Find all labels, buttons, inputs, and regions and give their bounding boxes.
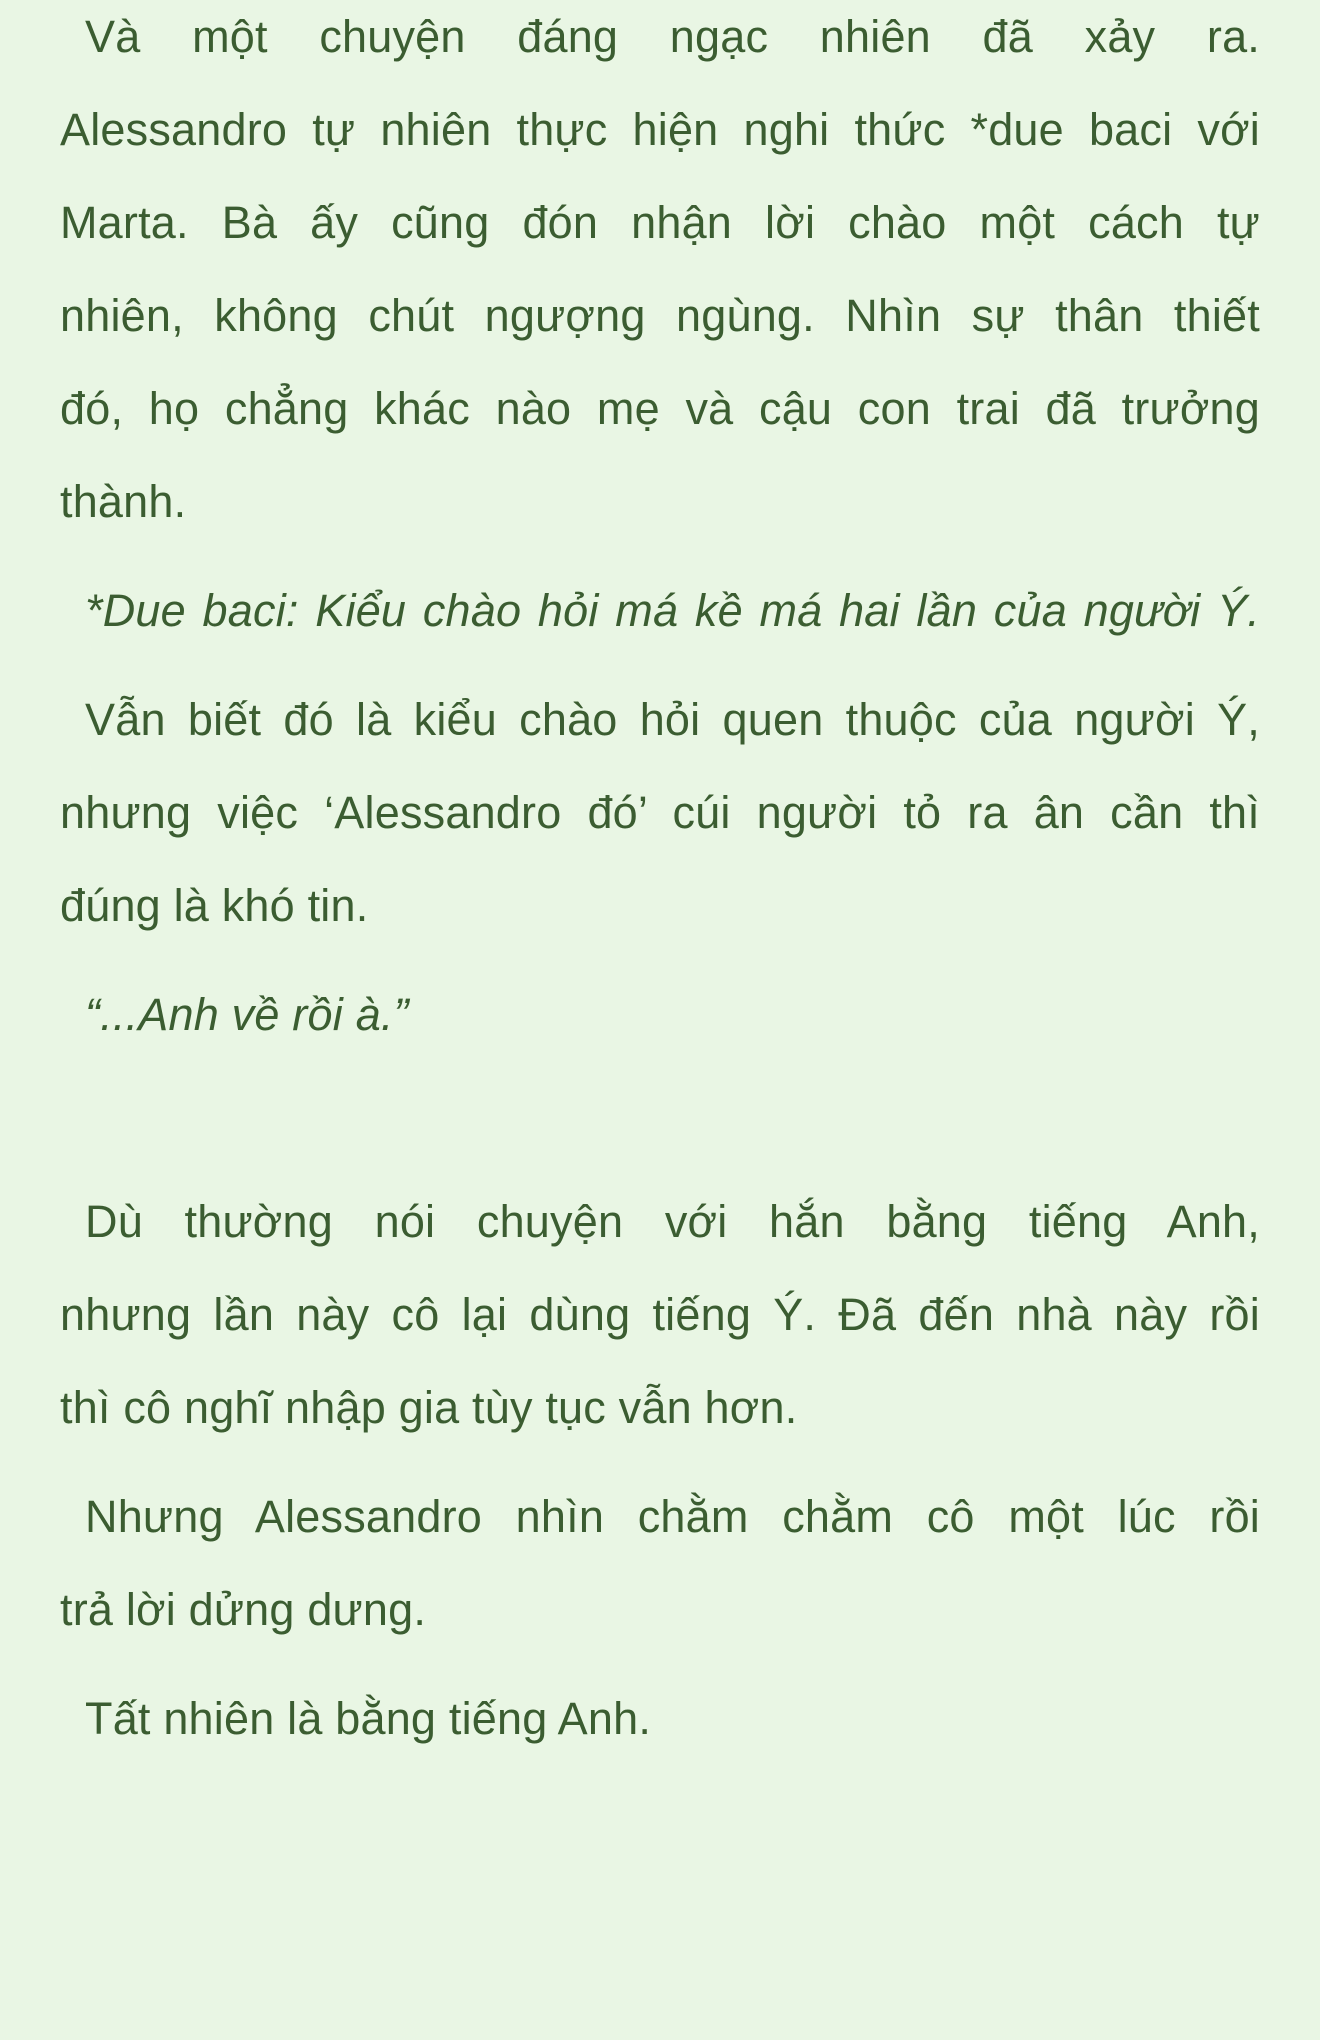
text-line: thành. (60, 476, 187, 527)
text-line: Alessandro tự nhiên thực hiện nghi thức *due baci với (60, 104, 1260, 155)
text-line: trả lời dửng dưng. (60, 1584, 427, 1635)
dialogue-line: “...Anh về rồi à.” (85, 989, 409, 1040)
paragraph-2 (60, 673, 1260, 952)
paragraph-4 (60, 1470, 1260, 1656)
text-line: Nhưng Alessandro nhìn chằm chằm cô một lúc rồi (85, 1491, 1260, 1542)
text-line: thì cô nghĩ nhập gia tùy tục vẫn hơn. (60, 1382, 798, 1433)
text-line: nhiên, không chút ngượng ngùng. Nhìn sự thân thiết (60, 290, 1260, 341)
dialogue (60, 968, 1260, 1061)
text-line: nhưng lần này cô lại dùng tiếng Ý. Đã đến nhà này rồi (60, 1289, 1260, 1340)
paragraph-3 (60, 1175, 1260, 1454)
text-line: Và một chuyện đáng ngạc nhiên đã xảy ra. (85, 11, 1260, 62)
footnote-line: *Due baci: Kiểu chào hỏi má kề má hai lần của người Ý. (85, 585, 1260, 636)
footnote (60, 564, 1260, 657)
text-line: Tất nhiên là bằng tiếng Anh. (85, 1693, 652, 1744)
text-line: Vẫn biết đó là kiểu chào hỏi quen thuộc của người Ý, (85, 694, 1260, 745)
text-line: đó, họ chẳng khác nào mẹ và cậu con trai đã trưởng (60, 383, 1260, 434)
paragraph-1 (60, 0, 1260, 548)
text-line: nhưng việc ‘Alessandro đó’ cúi người tỏ ra ân cần thì (60, 787, 1260, 838)
paragraph-5 (60, 1672, 1260, 1765)
text-line: Dù thường nói chuyện với hắn bằng tiếng Anh, (85, 1196, 1260, 1247)
text-line: đúng là khó tin. (60, 880, 369, 931)
page-text (60, 0, 1260, 1765)
text-line: Marta. Bà ấy cũng đón nhận lời chào một cách tự (60, 197, 1260, 248)
